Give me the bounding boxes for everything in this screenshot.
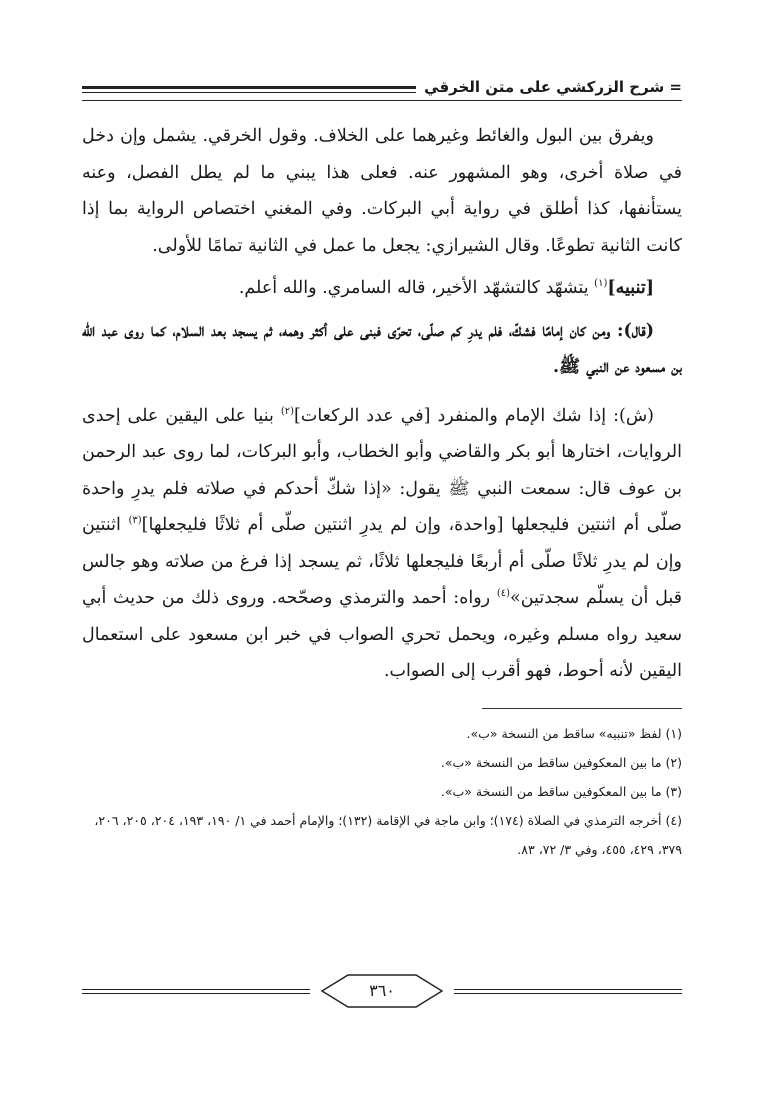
footnote-ref-1: (١) (594, 278, 608, 290)
paragraph-1: ويفرق بين البول والغائط وغيرهما على الخلاف. وقول الخرقي. يشمل وإن دخل في صلاة أخرى، وهو المشهور عنه. فعلى هذا يبني ما لم يطل الفصل، وعنه يستأنفها، كذا أطلق في رواية أبي البركات. وفي المغني اختصاص الرواية بما إذا كانت الثانية تطوعًا. وقال الشيرازي: يجعل ما عمل في الثانية تمامًا للأولى. (82, 126, 682, 256)
folio (82, 973, 682, 1009)
folio-frame (318, 973, 446, 1009)
footnotes (82, 719, 682, 864)
running-head (82, 70, 682, 104)
sharh-part-a: (ش): إذا شك الإمام والمنفرد [في عدد الركعات] (294, 405, 655, 426)
tanbih-paragraph (82, 270, 682, 307)
tanbih-label: [تنبيه] (607, 278, 654, 298)
footnote-2: (٢) ما بين المعكوفين ساقط من النسخة «ب». (440, 754, 682, 770)
footnote-ref-2: (٢) (280, 405, 295, 417)
sharh-part-c: اثنتين وإن لم يدرِ ثلاثًا صلّى أم أربعًا فليجعلها ثلاثًا، ثم يسجد إذا فرغ من صلاته وهو جالس قبل أن يسلّم سجدتين» (82, 515, 682, 608)
page (82, 70, 682, 864)
sharh-paragraph (82, 398, 682, 690)
page-number: ٣٦٠ (369, 981, 395, 1000)
folio-rule-left-lower (82, 993, 310, 994)
sharh-part-b: بنيا على اليقين على إحدى الروايات، اختارها أبو بكر والقاضي وأبو الخطاب، وأبو البركات، لما روى عبد الرحمن بن عوف قال: سمعت النبي ﷺ يقول: «إذا شكّ أحدكم في صلاته فلم يدرِ واحدة صلّى أم اثنتين فليجعلها [واحدة، وإن لم يدرِ اثنتين صلّى أم ثلاثًا فليجعلها] (82, 405, 682, 535)
footnote-separator (482, 708, 682, 709)
header-rule (82, 86, 442, 93)
footnote-1: (١) لفظ «تنبيه» ساقط من النسخة «ب». (466, 725, 682, 741)
footnote-3: (٣) ما بين المعكوفين ساقط من النسخة «ب». (440, 783, 682, 799)
running-head-title-text: شرح الزركشي على متن الخرقي (424, 78, 665, 96)
tanbih-text: يتشهّد كالتشهّد الأخير، قاله السامري. والله أعلم. (238, 278, 595, 298)
footnote-4: (٤) أخرجه الترمذي في الصلاة (١٧٤)؛ وابن ماجة في الإقامة (١٣٢)؛ والإمام أحمد في ١/ ١٩٠، ١٩٣، ٢٠٤، ٢٠٥، ٢٠٦، ٣٧٩، ٤٢٩، ٤٥٥، وفي ٣/ ٧٢، ٨٣. (94, 812, 682, 857)
sharh-part-d: رواه: أحمد والترمذي وصحّحه. وروى ذلك من حديث أبي سعيد رواه مسلم وغيره، ويحمل تحري الصواب في خبر ابن مسعود على استعمال اليقين لأنه أحوط، فهو أقرب إلى الصواب. (82, 588, 682, 681)
qal-paragraph: (قال): ومن كان إمامًا فشكّ، فلم يدرِ كم صلّى، تحرّى فبنى على أكثر وهمه، ثم يسجد بعد السلام، كما روى عبد الله بن مسعود عن النبي ﷺ. (82, 320, 682, 377)
footnote-ref-4: (٤) (496, 588, 511, 600)
folio-rule-right (454, 989, 682, 990)
footnote-ref-3: (٣) (128, 515, 142, 527)
running-head-title: = شرح الزركشي على متن الخرقي (416, 78, 682, 96)
header-rule-lower (82, 100, 682, 101)
main-text (82, 118, 682, 690)
folio-rule-right-lower (454, 993, 682, 994)
folio-rule-left (82, 989, 310, 990)
